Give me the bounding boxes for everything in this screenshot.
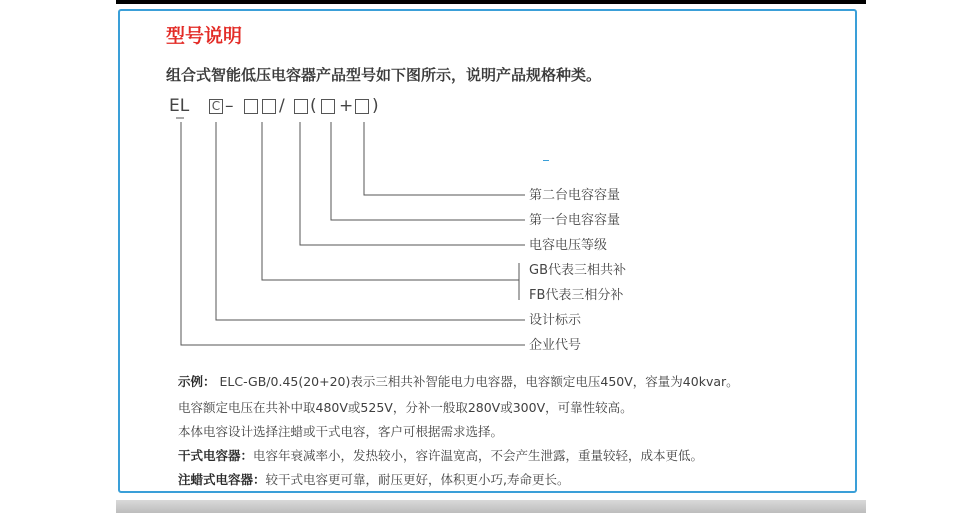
note-example [178,372,739,390]
note-design-choice [178,422,503,440]
label-design: 设计标示 [529,313,582,328]
leader-company [181,122,525,345]
leader-type [262,122,519,280]
note-dry-head: 干式电容器： [178,448,254,463]
label-company: 企业代号 [529,338,582,353]
note-dry-body: 电容年衰减率小，发热较小，容许温宽高，不会产生泄露，重量较轻，成本更低。 [253,448,704,463]
note-design-body: 本体电容设计选择注蜡或干式电容，客户可根据需求选择。 [178,424,504,439]
label-capacity-2: 第二台电容容量 [529,188,621,203]
note-example-head: 示例： [178,374,216,389]
note-wax-body: 较干式电容更可靠，耐压更好，体积更小巧,寿命更长。 [265,472,570,487]
bottom-bar [116,500,866,513]
model-plus: + [339,96,354,116]
note-voltage [178,398,633,416]
model-prefix: EL [169,96,190,116]
label-voltage: 电容电压等级 [529,238,608,253]
note-dry-capacitor [178,446,703,464]
note-wax-capacitor [178,470,570,488]
leader-voltage [300,122,525,245]
leader-capacity-2 [364,122,525,195]
label-gb: GB代表三相共补 [529,263,626,278]
blue-dash-mark [543,160,549,161]
model-open-paren: ( [310,96,317,116]
note-voltage-body: 电容额定电压在共补中取480V或525V，分补一般取280V或300V，可靠性较高。 [178,400,633,415]
section-title: 型号说明 [166,25,243,47]
note-wax-head: 注蜡式电容器： [178,472,266,487]
leader-capacity-1 [331,122,525,220]
model-slash: / [279,96,285,116]
label-capacity-1: 第一台电容容量 [529,213,621,228]
label-fb: FB代表三相分补 [529,288,624,303]
model-dash: – [225,96,234,116]
design-mark-box: C [209,99,223,114]
note-example-body: ELC-GB/0.45(20+20)表示三相共补智能电力电容器，电容额定电压450V，容量为40kvar。 [215,374,739,389]
model-close-paren: ) [372,96,379,116]
intro-text: 组合式智能低压电容器产品型号如下图所示，说明产品规格种类。 [166,66,602,84]
